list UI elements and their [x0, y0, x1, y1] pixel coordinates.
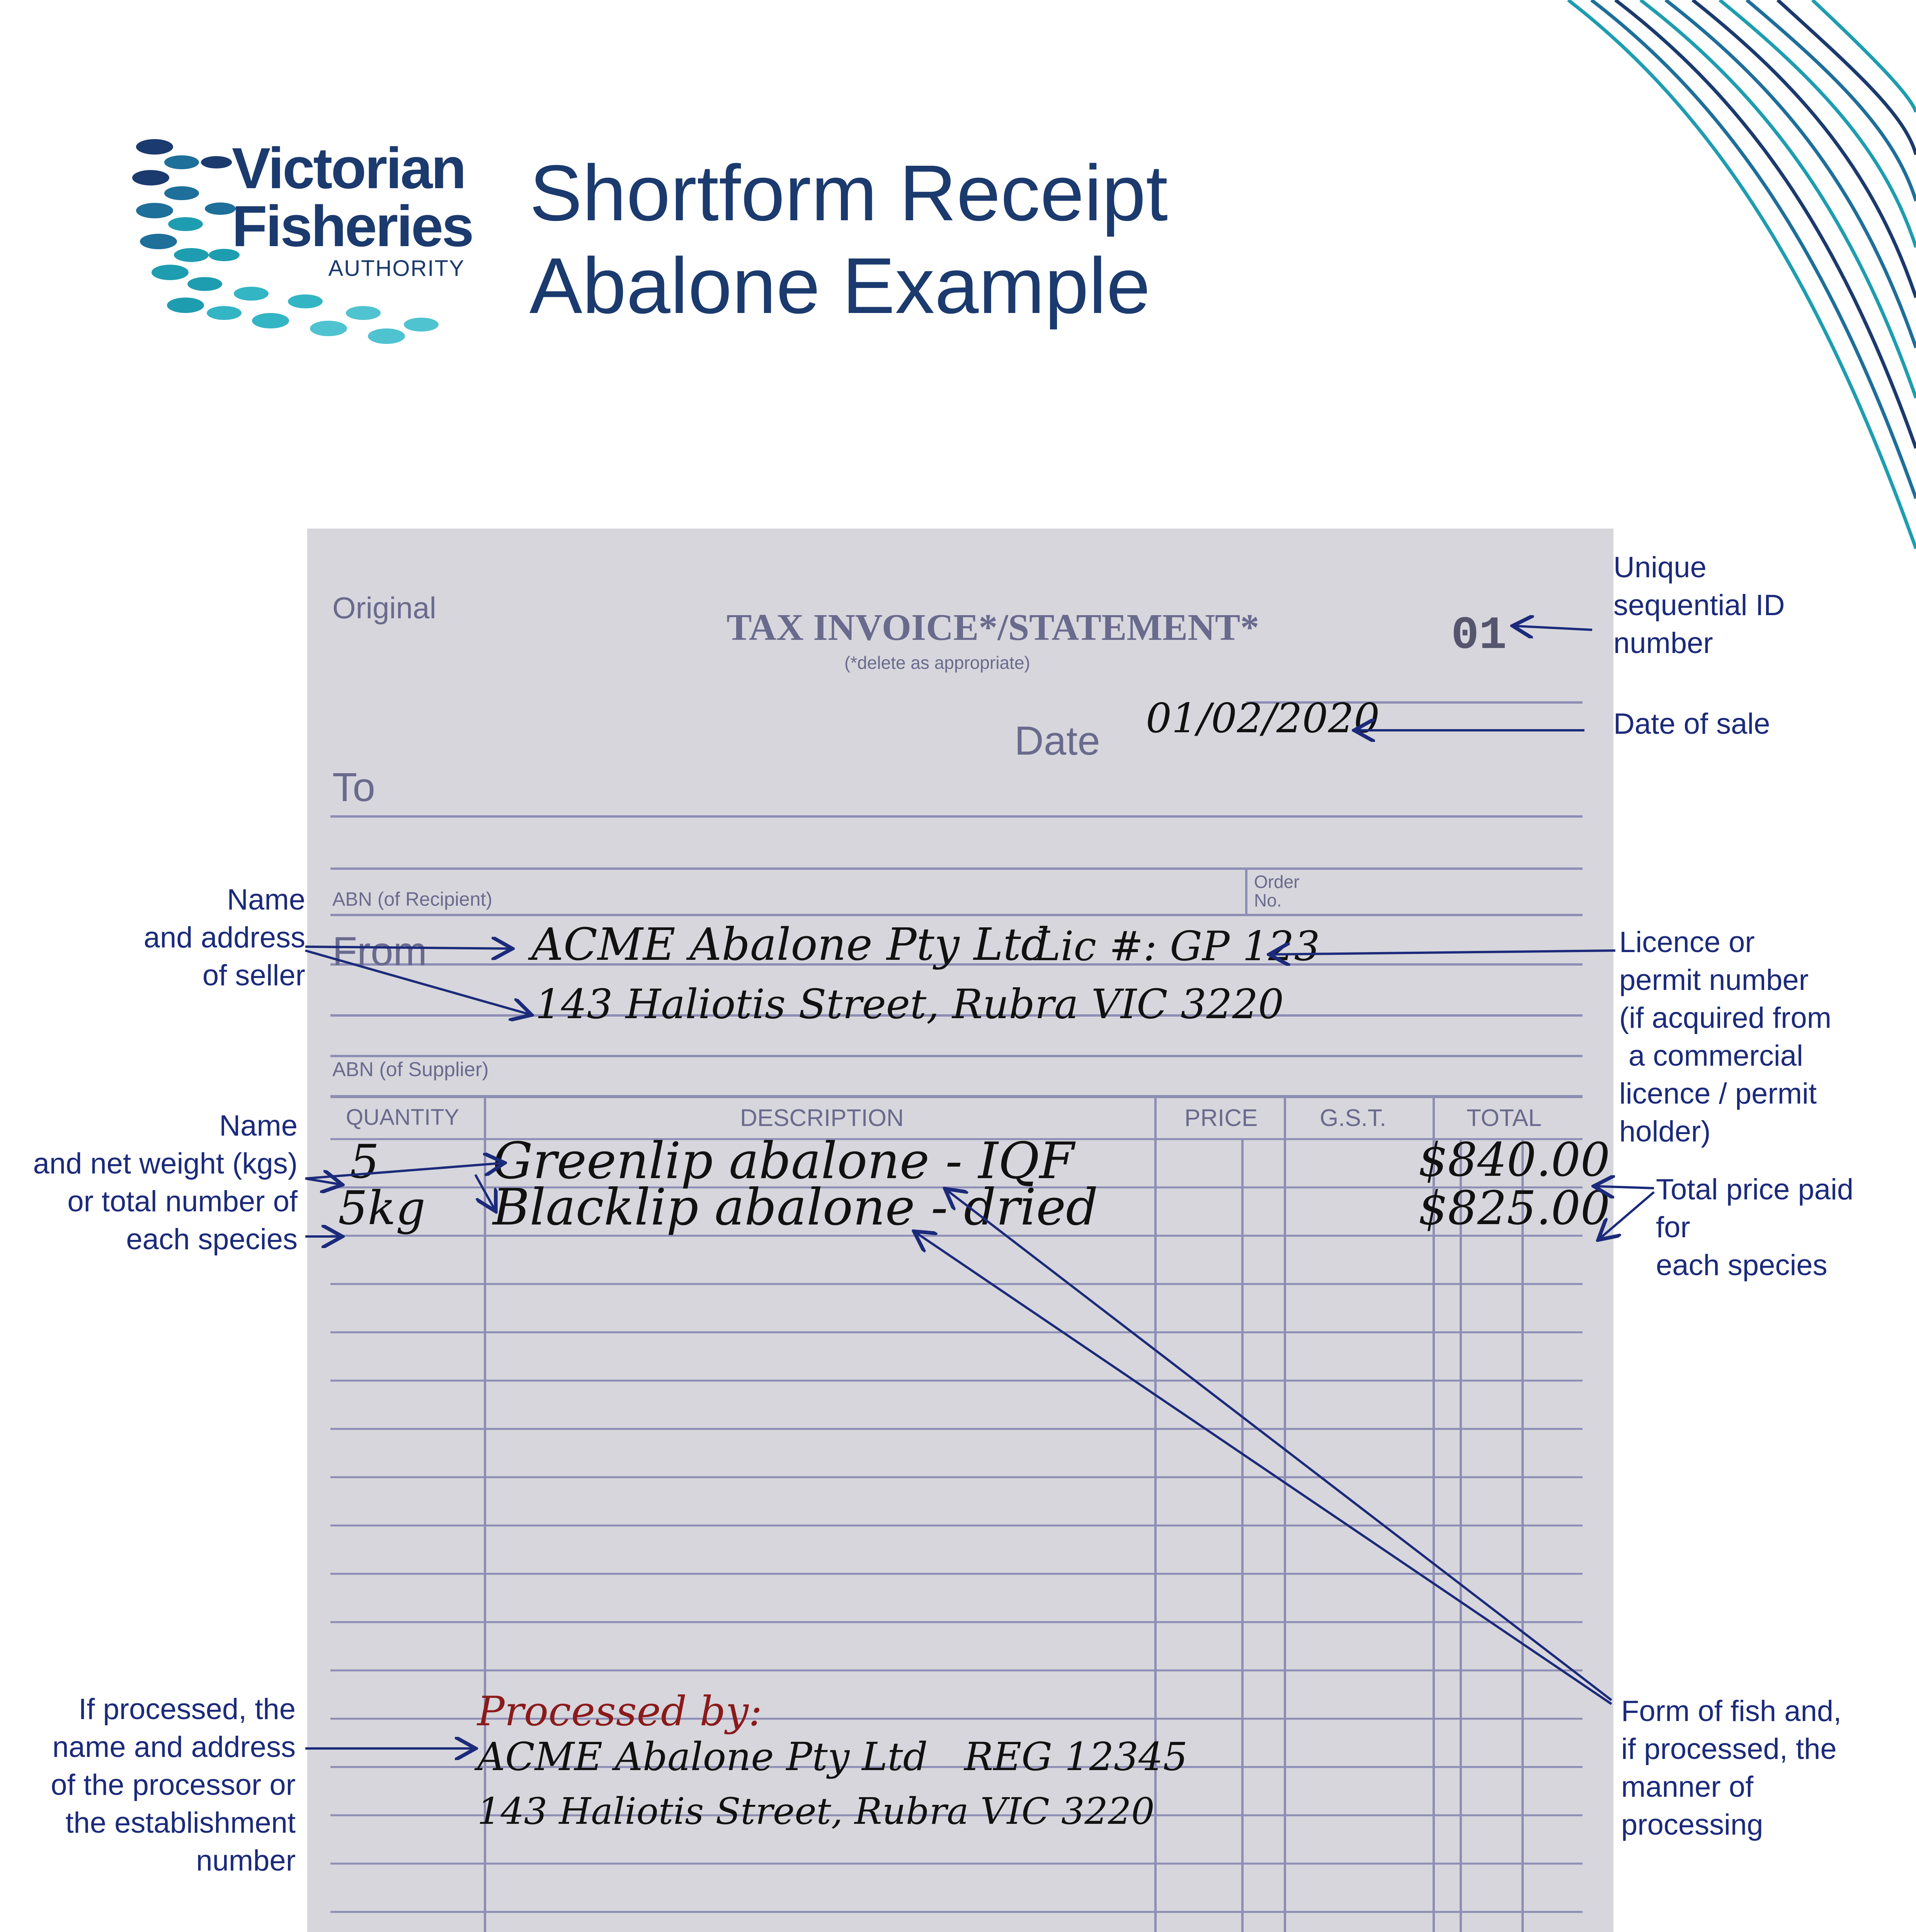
item-1-total: $840.00: [1418, 1133, 1610, 1187]
processor-address: 143 Haliotis Street, Rubra VIC 3220: [477, 1790, 1155, 1833]
item-2-total: $825.00: [1418, 1182, 1610, 1235]
col-total: TOTAL: [1467, 1105, 1542, 1131]
note-seller: Name and address of seller: [143, 883, 305, 992]
seller-address: 143 Haliotis Street, Rubra VIC 3220: [535, 981, 1284, 1028]
logo-line-3: AUTHORITY: [328, 256, 465, 281]
note-unique-id: Unique sequential ID number: [1613, 551, 1785, 660]
col-price: PRICE: [1184, 1105, 1258, 1131]
note-date-of-sale: Date of sale: [1613, 707, 1770, 740]
item-1-description: Greenlip abalone - IQF: [493, 1131, 1074, 1190]
order-no-label: Order No.: [1254, 872, 1300, 910]
note-processor: If processed, the name and address of the processor or the establishment number: [51, 1693, 296, 1877]
invoice-heading: TAX INVOICE*/STATEMENT*: [727, 607, 1259, 648]
invoice-subheading: (*delete as appropriate): [844, 653, 1030, 673]
logo-line-1: Victorian: [232, 136, 465, 201]
title-line-1: Shortform Receipt: [529, 149, 1168, 237]
item-1-qty: 5: [350, 1135, 379, 1189]
note-form-of-fish: Form of fish and, if processed, the manner of processing: [1621, 1695, 1842, 1841]
date-label: Date: [1014, 718, 1100, 764]
processed-by-label: Processed by:: [477, 1688, 762, 1735]
title-line-2: Abalone Example: [529, 242, 1150, 330]
item-2-description: Blacklip abalone - dried: [493, 1178, 1098, 1236]
abn-recipient-label: ABN (of Recipient): [332, 888, 493, 910]
abn-supplier-label: ABN (of Supplier): [332, 1058, 489, 1081]
original-label: Original: [332, 591, 436, 625]
date-value: 01/02/2020: [1146, 695, 1380, 742]
from-label: From: [332, 929, 427, 974]
note-species: Name and net weight (kgs) or total number of each species: [33, 1109, 298, 1256]
seller-name: ACME Abalone Pty Ltd: [531, 919, 1050, 971]
note-licence: Licence or permit number (if acquired from a commercial licence / permit holder): [1619, 926, 1832, 1148]
col-gst: G.S.T.: [1320, 1105, 1387, 1131]
receipt-number: 01: [1451, 610, 1507, 662]
processor-name: ACME Abalone Pty Ltd: [477, 1734, 928, 1779]
to-label: To: [332, 765, 375, 810]
col-description: DESCRIPTION: [740, 1105, 904, 1131]
logo-line-2: Fisheries: [232, 194, 473, 259]
note-total-price: Total price paid for each species: [1656, 1173, 1854, 1282]
licence-number: Lic #: GP 123: [1034, 923, 1320, 970]
col-quantity: QUANTITY: [346, 1105, 459, 1130]
processor-reg: REG 12345: [964, 1734, 1188, 1779]
item-2-qty: 5kg: [338, 1182, 425, 1235]
